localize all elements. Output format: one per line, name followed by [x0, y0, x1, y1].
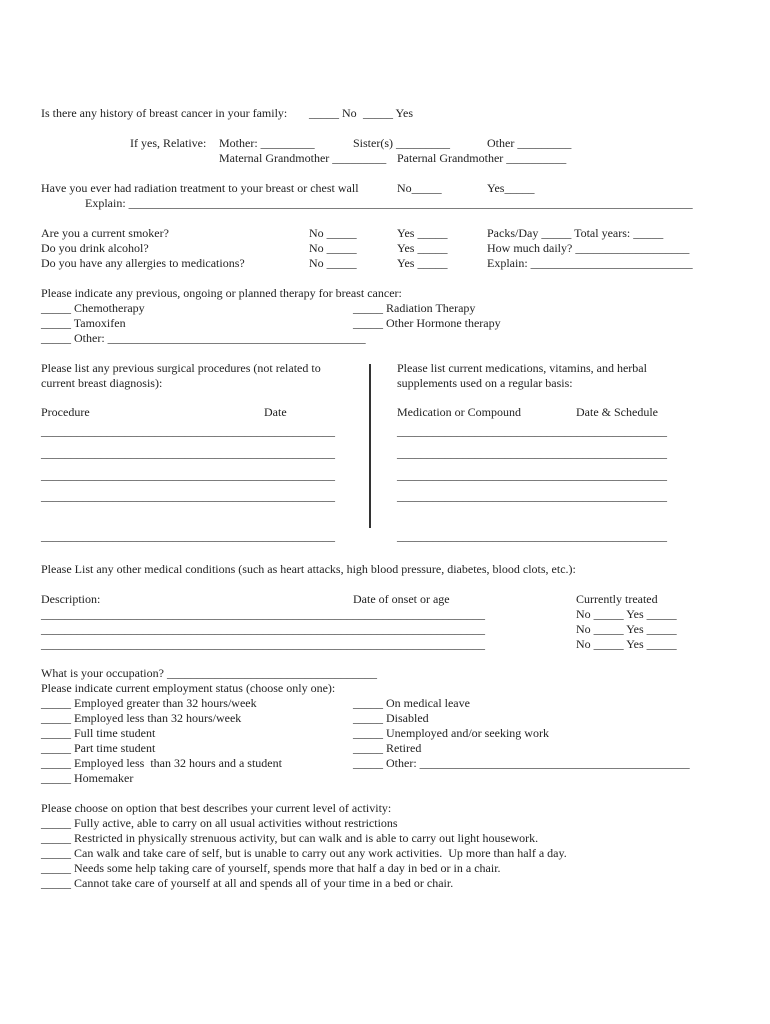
employment-option[interactable]: _____ Employed greater than 32 hours/week	[41, 696, 257, 710]
employment-option[interactable]: _____ Part time student	[41, 741, 156, 755]
procedure-line[interactable]: _________________________________________________	[41, 529, 335, 543]
radiation-yes[interactable]: Yes_____	[487, 181, 535, 195]
occupation-field[interactable]: What is your occupation? ___________________________________	[41, 666, 377, 680]
allergy-no[interactable]: No _____	[309, 256, 357, 270]
family-history-no[interactable]: _____ No	[309, 106, 357, 120]
procedure-line[interactable]: _________________________________________________	[41, 424, 335, 438]
activity-option[interactable]: _____ Can walk and take care of self, but is unable to carry out any work activities. Up more than half a day.	[41, 846, 567, 860]
allergy-question: Do you have any allergies to medications?	[41, 256, 245, 270]
medications-heading-line2: supplements used on a regular basis:	[397, 376, 573, 390]
alcohol-question: Do you drink alcohol?	[41, 241, 149, 255]
therapy-hormone[interactable]: _____ Other Hormone therapy	[353, 316, 501, 330]
smoker-no[interactable]: No _____	[309, 226, 357, 240]
employment-option[interactable]: _____ Unemployed and/or seeking work	[353, 726, 549, 740]
condition-treated-choice[interactable]: No _____ Yes _____	[576, 637, 677, 651]
relative-other[interactable]: Other _________	[487, 136, 572, 150]
procedure-line[interactable]: _________________________________________________	[41, 489, 335, 503]
therapy-radiation[interactable]: _____ Radiation Therapy	[353, 301, 476, 315]
allergy-yes[interactable]: Yes _____	[397, 256, 448, 270]
condition-onset-header: Date of onset or age	[353, 592, 450, 606]
therapy-heading: Please indicate any previous, ongoing or planned therapy for breast cancer:	[41, 286, 402, 300]
medications-heading-line1: Please list current medications, vitamins, and herbal	[397, 361, 647, 375]
activity-option[interactable]: _____ Fully active, able to carry on all usual activities without restrictions	[41, 816, 398, 830]
packs-per-day[interactable]: Packs/Day _____ Total years: _____	[487, 226, 664, 240]
therapy-tamoxifen[interactable]: _____ Tamoxifen	[41, 316, 126, 330]
procedure-line[interactable]: _________________________________________________	[41, 468, 335, 482]
employment-option[interactable]: _____ Other: _____________________________________________	[353, 756, 690, 770]
condition-line[interactable]: __________________________________________________________________________	[41, 622, 485, 636]
relative-maternal-grandmother[interactable]: Maternal Grandmother _________	[219, 151, 387, 165]
medication-line[interactable]: _____________________________________________	[397, 468, 667, 482]
therapy-chemotherapy[interactable]: _____ Chemotherapy	[41, 301, 145, 315]
smoker-question: Are you a current smoker?	[41, 226, 169, 240]
procedure-line[interactable]: _________________________________________________	[41, 446, 335, 460]
medication-line[interactable]: _____________________________________________	[397, 446, 667, 460]
employment-option[interactable]: _____ Full time student	[41, 726, 156, 740]
radiation-question: Have you ever had radiation treatment to your breast or chest wall	[41, 181, 359, 195]
condition-treated-choice[interactable]: No _____ Yes _____	[576, 607, 677, 621]
family-history-question: Is there any history of breast cancer in your family:	[41, 106, 288, 120]
condition-treated-header: Currently treated	[576, 592, 658, 606]
alcohol-yes[interactable]: Yes _____	[397, 241, 448, 255]
activity-option[interactable]: _____ Cannot take care of yourself at all and spends all of your time in a bed or chair.	[41, 876, 454, 890]
surgical-heading-line1: Please list any previous surgical procedures (not related to	[41, 361, 321, 375]
employment-option[interactable]: _____ Homemaker	[41, 771, 134, 785]
medication-line[interactable]: _____________________________________________	[397, 489, 667, 503]
medication-line[interactable]: _____________________________________________	[397, 529, 667, 543]
alcohol-no[interactable]: No _____	[309, 241, 357, 255]
allergy-explain[interactable]: Explain: ___________________________	[487, 256, 693, 270]
relative-paternal-grandmother[interactable]: Paternal Grandmother __________	[397, 151, 567, 165]
condition-line[interactable]: __________________________________________________________________________	[41, 637, 485, 651]
procedure-date-column-header: Date	[264, 405, 287, 419]
activity-option[interactable]: _____ Needs some help taking care of yourself, spends more that half a day in bed or in a chair.	[41, 861, 501, 875]
conditions-heading: Please List any other medical conditions (such as heart attacks, high blood pressure, diabetes, blood clots, etc.):	[41, 562, 576, 576]
employment-option[interactable]: _____ Employed less than 32 hours and a student	[41, 756, 282, 770]
condition-line[interactable]: __________________________________________________________________________	[41, 607, 485, 621]
employment-status-heading: Please indicate current employment status (choose only one):	[41, 681, 336, 695]
smoker-yes[interactable]: Yes _____	[397, 226, 448, 240]
relative-mother[interactable]: Mother: _________	[219, 136, 315, 150]
condition-description-header: Description:	[41, 592, 101, 606]
procedure-column-header: Procedure	[41, 405, 90, 419]
activity-heading: Please choose on option that best describes your current level of activity:	[41, 801, 392, 815]
condition-treated-choice[interactable]: No _____ Yes _____	[576, 622, 677, 636]
employment-option[interactable]: _____ Employed less than 32 hours/week	[41, 711, 242, 725]
surgical-heading-line2: current breast diagnosis):	[41, 376, 163, 390]
radiation-explain[interactable]: Explain: ______________________________________________________________________________________________	[85, 196, 693, 210]
employment-option[interactable]: _____ Retired	[353, 741, 422, 755]
relative-sisters[interactable]: Sister(s) _________	[353, 136, 450, 150]
medication-column-header: Medication or Compound	[397, 405, 521, 419]
schedule-column-header: Date & Schedule	[576, 405, 658, 419]
medication-line[interactable]: _____________________________________________	[397, 424, 667, 438]
activity-option[interactable]: _____ Restricted in physically strenuous activity, but can walk and is able to carry out light housework.	[41, 831, 539, 845]
employment-option[interactable]: _____ On medical leave	[353, 696, 470, 710]
column-divider	[369, 364, 371, 528]
alcohol-daily[interactable]: How much daily? ___________________	[487, 241, 690, 255]
radiation-no[interactable]: No_____	[397, 181, 442, 195]
therapy-other[interactable]: _____ Other: ___________________________________________	[41, 331, 366, 345]
relative-label: If yes, Relative:	[130, 136, 207, 150]
family-history-yes[interactable]: _____ Yes	[363, 106, 414, 120]
employment-option[interactable]: _____ Disabled	[353, 711, 429, 725]
